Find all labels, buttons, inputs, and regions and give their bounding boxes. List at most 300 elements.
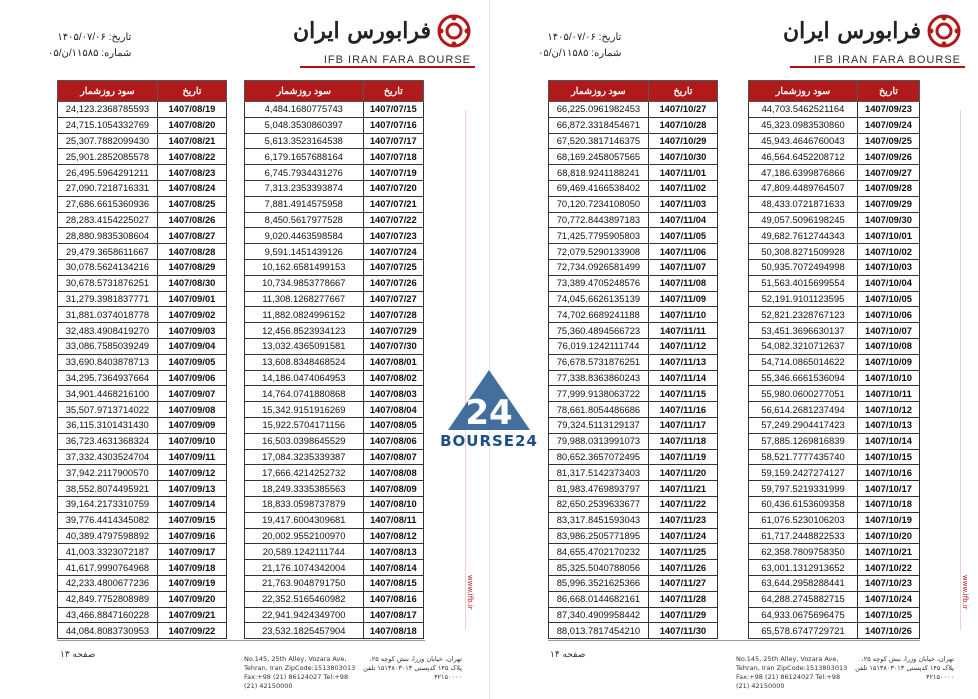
value-cell: 59,797.5219331999 [749,481,858,497]
table-row [58,607,227,623]
date-cell: 1407/10/20 [857,528,919,544]
value-cell: 27,686.6615360936 [58,196,158,212]
table-row [549,291,718,307]
document-date: تاریخ: ۱۴۰۵/۰۷/۰۶ [547,32,622,43]
date-cell: 1407/09/15 [157,512,226,528]
value-cell: 54,082.3210712637 [749,338,858,354]
value-cell: 76,019.1242111744 [549,338,649,354]
value-cell: 84,655.4702170232 [549,544,649,560]
table-row [245,623,424,639]
value-cell: 86,668.0144682161 [549,591,649,607]
table-row [749,449,920,465]
value-cell: 51,563.4015699554 [749,275,858,291]
date-cell: 1407/11/04 [648,212,717,228]
table-row [245,402,424,418]
table-row [245,433,424,449]
document-number: شماره: ۱۱۵۸۵/ن/۰۵ [48,48,132,59]
footer-rule [548,640,920,641]
table-row [245,291,424,307]
date-cell: 1407/08/04 [363,402,423,418]
value-cell: 42,233.4800677236 [58,575,158,591]
table-row [58,465,227,481]
table-row [749,607,920,623]
value-cell: 53,451.3696630137 [749,323,858,339]
value-cell: 19,417.6004309681 [245,512,364,528]
value-cell: 58,521.7777435740 [749,449,858,465]
value-cell: 21,763.9048791750 [245,575,364,591]
date-cell: 1407/10/19 [857,512,919,528]
value-cell: 83,317.8451593043 [549,512,649,528]
date-cell: 1407/08/23 [157,165,226,181]
table-row [245,544,424,560]
table-row [245,465,424,481]
date-cell: 1407/10/05 [857,291,919,307]
value-cell: 45,943.4646760043 [749,133,858,149]
date-cell: 1407/09/24 [857,117,919,133]
date-cell: 1407/09/14 [157,496,226,512]
value-cell: 10,734.9853778667 [245,275,364,291]
date-cell: 1407/10/09 [857,354,919,370]
page-right [489,0,978,699]
footer-address-en: No.145, 25th Alley, Vozara Ave, Tehran, Iran ZipCode:1513803013 Fax:+98 (21) 86124027 Tel:+98 (21) 42150000 [244,655,356,690]
value-cell: 45,323.0983530860 [749,117,858,133]
value-cell: 50,308.8271509928 [749,244,858,260]
table-row [245,560,424,576]
value-cell: 34,901.4468216100 [58,386,158,402]
ifb-logo-icon [437,14,471,48]
value-cell: 74,702.6689241188 [549,307,649,323]
value-cell: 7,881.4914575958 [245,196,364,212]
value-cell: 63,644.2958288441 [749,575,858,591]
date-cell: 1407/11/08 [648,275,717,291]
table-row [749,481,920,497]
date-cell: 1407/10/30 [648,149,717,165]
table-row [58,575,227,591]
value-cell: 24,715.1054332769 [58,117,158,133]
ifb-logo-icon [927,14,961,48]
date-cell: 1407/11/02 [648,180,717,196]
date-cell: 1407/10/02 [857,244,919,260]
date-cell: 1407/08/09 [363,481,423,497]
table-row [749,133,920,149]
table-row [549,449,718,465]
value-cell: 82,650.2539633677 [549,496,649,512]
table-row [749,259,920,275]
value-cell: 85,325.5040788056 [549,560,649,576]
table-row [58,117,227,133]
date-cell: 1407/11/25 [648,544,717,560]
value-cell: 44,703.5462521164 [749,102,858,118]
table-row [549,149,718,165]
value-cell: 61,717.2448822533 [749,528,858,544]
value-cell: 22,352.5165460982 [245,591,364,607]
table-row [549,338,718,354]
table-row [245,228,424,244]
value-cell: 85,996.3521625366 [549,575,649,591]
value-cell: 68,169.2458057565 [549,149,649,165]
rates-table-3 [548,80,718,639]
table-row [245,133,424,149]
date-cell: 1407/11/22 [648,496,717,512]
date-cell: 1407/07/22 [363,212,423,228]
value-cell: 77,999.9138063722 [549,386,649,402]
date-cell: 1407/11/06 [648,244,717,260]
table-row [749,117,920,133]
value-cell: 63,001.1312913652 [749,560,858,576]
date-cell: 1407/08/11 [363,512,423,528]
value-cell: 40,389.4797598892 [58,528,158,544]
value-cell: 17,084.3235339387 [245,449,364,465]
table-row [58,370,227,386]
table-row [549,465,718,481]
bourse24-watermark [430,368,548,458]
date-cell: 1407/08/22 [157,149,226,165]
date-cell: 1407/07/26 [363,275,423,291]
value-cell: 11,882.0824996152 [245,307,364,323]
table-row [245,323,424,339]
date-cell: 1407/11/05 [648,228,717,244]
date-cell: 1407/07/15 [363,102,423,118]
date-cell: 1407/10/23 [857,575,919,591]
date-cell: 1407/09/07 [157,386,226,402]
column-header-value: سود روزشمار [749,81,858,102]
date-cell: 1407/09/17 [157,544,226,560]
value-cell: 20,589.1242111744 [245,544,364,560]
table-row [549,165,718,181]
value-cell: 79,324.5113129137 [549,417,649,433]
table-row [245,591,424,607]
date-cell: 1407/07/21 [363,196,423,212]
date-cell: 1407/09/03 [157,323,226,339]
value-cell: 79,988.0313991073 [549,433,649,449]
table-row [58,102,227,118]
table-row [58,623,227,639]
table-row [749,402,920,418]
date-cell: 1407/09/06 [157,370,226,386]
value-cell: 6,179.1657688164 [245,149,364,165]
date-cell: 1407/10/15 [857,449,919,465]
column-header-date: تاریخ [363,81,423,102]
date-cell: 1407/08/18 [363,623,423,639]
table-row [58,323,227,339]
table-row [245,102,424,118]
logo [292,10,471,70]
side-text: www.ifb.ir [961,575,969,610]
date-cell: 1407/09/10 [157,433,226,449]
table-row [549,591,718,607]
value-cell: 24,123.2368785593 [58,102,158,118]
table-row [245,307,424,323]
table-row [749,307,920,323]
value-cell: 66,872.3318454671 [549,117,649,133]
table-row [549,180,718,196]
value-cell: 9,020.4463598584 [245,228,364,244]
date-cell: 1407/11/19 [648,449,717,465]
date-cell: 1407/08/10 [363,496,423,512]
value-cell: 74,045.6626135139 [549,291,649,307]
table-row [58,544,227,560]
table-row [58,512,227,528]
date-cell: 1407/09/04 [157,338,226,354]
table-row [58,307,227,323]
table-row [245,117,424,133]
table-row [245,607,424,623]
table-row [245,149,424,165]
date-cell: 1407/11/29 [648,607,717,623]
table-row [749,338,920,354]
value-cell: 15,342.9151916269 [245,402,364,418]
table-row [749,196,920,212]
date-cell: 1407/09/02 [157,307,226,323]
value-cell: 30,678.5731876251 [58,275,158,291]
table-row [245,512,424,528]
date-cell: 1407/09/20 [157,591,226,607]
value-cell: 23,532.1825457904 [245,623,364,639]
table-row [58,212,227,228]
table-row [58,228,227,244]
page-number: صفحه ۱۳ [60,650,96,660]
value-cell: 57,885.1269816839 [749,433,858,449]
value-cell: 6,745.7934431276 [245,165,364,181]
table-row [245,417,424,433]
table-row [749,244,920,260]
value-cell: 87,340.4909958442 [549,607,649,623]
date-cell: 1407/08/14 [363,560,423,576]
table-row [749,560,920,576]
date-cell: 1407/08/21 [157,133,226,149]
date-cell: 1407/08/24 [157,180,226,196]
table-row [549,623,718,639]
table-row [749,180,920,196]
table-row [749,291,920,307]
column-header-date: تاریخ [857,81,919,102]
table-row [245,259,424,275]
table-row [749,496,920,512]
table-row [245,244,424,260]
table-row [549,259,718,275]
table-row [245,338,424,354]
value-cell: 32,483.4908419270 [58,323,158,339]
value-cell: 21,176.1074342004 [245,560,364,576]
date-cell: 1407/11/26 [648,560,717,576]
value-cell: 88,013.7817454210 [549,623,649,639]
value-cell: 15,922.5704171156 [245,417,364,433]
table-row [549,196,718,212]
value-cell: 42,849.7752808989 [58,591,158,607]
table-row [549,386,718,402]
value-cell: 5,613.3523164538 [245,133,364,149]
footer-address-fa: تهران، خیابان وزرا، نبش کوچه ۲۵، پلاک ۱۴۵ کدپستی ۱۵۱۳۸۰۳۰۱۳ تلفن ۴۲۱۵۰۰۰۰ [363,655,462,681]
table-row [58,481,227,497]
date-cell: 1407/10/16 [857,465,919,481]
table-row [549,496,718,512]
date-cell: 1407/10/26 [857,623,919,639]
value-cell: 80,652.3657072495 [549,449,649,465]
date-cell: 1407/11/17 [648,417,717,433]
value-cell: 61,076.5230106203 [749,512,858,528]
date-cell: 1407/09/30 [857,212,919,228]
table-row [245,575,424,591]
table-row [549,417,718,433]
date-cell: 1407/08/30 [157,275,226,291]
date-cell: 1407/10/18 [857,496,919,512]
date-cell: 1407/08/01 [363,354,423,370]
date-cell: 1407/08/15 [363,575,423,591]
table-row [58,291,227,307]
date-cell: 1407/08/20 [157,117,226,133]
table-row [245,275,424,291]
table-row [58,417,227,433]
date-box [48,30,131,62]
value-cell: 25,307.7882099430 [58,133,158,149]
date-cell: 1407/09/16 [157,528,226,544]
value-cell: 67,520.3817146375 [549,133,649,149]
table-row [58,402,227,418]
logo-text-en: IFB IRAN FARA BOURSE [813,54,961,66]
date-cell: 1407/10/13 [857,417,919,433]
table-row [749,417,920,433]
date-cell: 1407/10/10 [857,370,919,386]
date-cell: 1407/08/25 [157,196,226,212]
date-cell: 1407/09/01 [157,291,226,307]
value-cell: 49,057.5096198245 [749,212,858,228]
value-cell: 66,225.0961982453 [549,102,649,118]
value-cell: 31,279.3981837771 [58,291,158,307]
table-row [749,102,920,118]
value-cell: 38,552.8074495921 [58,481,158,497]
table-row [549,402,718,418]
table-row [549,323,718,339]
table-row [58,275,227,291]
column-header-value: سود روزشمار [58,81,158,102]
date-cell: 1407/07/16 [363,117,423,133]
document-date: تاریخ: ۱۴۰۵/۰۷/۰۶ [57,32,132,43]
value-cell: 78,661.8054486686 [549,402,649,418]
date-cell: 1407/09/29 [857,196,919,212]
value-cell: 30,078.5624134216 [58,259,158,275]
table-row [749,433,920,449]
table-row [245,496,424,512]
table-row [549,133,718,149]
date-cell: 1407/11/15 [648,386,717,402]
date-cell: 1407/07/28 [363,307,423,323]
date-cell: 1407/08/08 [363,465,423,481]
date-cell: 1407/08/05 [363,417,423,433]
watermark-mark: 24 [465,393,513,433]
value-cell: 20,002.9552100970 [245,528,364,544]
value-cell: 28,880.9835308604 [58,228,158,244]
date-cell: 1407/11/20 [648,465,717,481]
date-cell: 1407/11/24 [648,528,717,544]
table-row [58,165,227,181]
date-cell: 1407/10/21 [857,544,919,560]
date-cell: 1407/09/27 [857,165,919,181]
table-row [749,323,920,339]
side-text: www.ifb.ir [466,575,474,610]
date-cell: 1407/11/09 [648,291,717,307]
value-cell: 8,450.5617977528 [245,212,364,228]
value-cell: 56,614.2681237494 [749,402,858,418]
date-cell: 1407/08/29 [157,259,226,275]
table-row [749,149,920,165]
date-cell: 1407/09/25 [857,133,919,149]
table-row [58,244,227,260]
date-cell: 1407/11/18 [648,433,717,449]
logo-text-fa: فرابورس ایران [292,18,431,44]
value-cell: 39,776.4414345082 [58,512,158,528]
date-cell: 1407/11/28 [648,591,717,607]
date-cell: 1407/09/21 [157,607,226,623]
value-cell: 11,308.1268277667 [245,291,364,307]
date-cell: 1407/08/13 [363,544,423,560]
table-row [245,165,424,181]
rates-table-2 [244,80,424,639]
table-row [58,259,227,275]
table-row [58,196,227,212]
value-cell: 39,164.2173310759 [58,496,158,512]
rates-table-4 [748,80,920,639]
table-row [58,354,227,370]
date-box [538,30,621,62]
date-cell: 1407/08/17 [363,607,423,623]
value-cell: 77,338.8363860243 [549,370,649,386]
table-row [245,196,424,212]
value-cell: 81,317.5142373403 [549,465,649,481]
value-cell: 48,433.0721871633 [749,196,858,212]
date-cell: 1407/09/18 [157,560,226,576]
document-number: شماره: ۱۱۵۸۵/ن/۰۵ [538,48,622,59]
value-cell: 43,466.8847160228 [58,607,158,623]
value-cell: 81,983.4769893797 [549,481,649,497]
date-cell: 1407/09/12 [157,465,226,481]
table-row [549,370,718,386]
table-row [245,528,424,544]
value-cell: 60,436.6153609358 [749,496,858,512]
value-cell: 54,714.0865014622 [749,354,858,370]
date-cell: 1407/08/28 [157,244,226,260]
value-cell: 46,564.6452208712 [749,149,858,165]
value-cell: 41,003.3323072187 [58,544,158,560]
date-cell: 1407/11/21 [648,481,717,497]
date-cell: 1407/11/23 [648,512,717,528]
value-cell: 64,288.2745882715 [749,591,858,607]
value-cell: 73,389.4705248576 [549,275,649,291]
value-cell: 4,484.1680775743 [245,102,364,118]
date-cell: 1407/07/17 [363,133,423,149]
date-cell: 1407/10/03 [857,259,919,275]
value-cell: 16,503.0398645529 [245,433,364,449]
table-row [58,386,227,402]
table-row [549,528,718,544]
date-cell: 1407/11/03 [648,196,717,212]
table-row [749,544,920,560]
value-cell: 50,935.7072494998 [749,259,858,275]
table-row [749,275,920,291]
date-cell: 1407/07/24 [363,244,423,260]
date-cell: 1407/11/27 [648,575,717,591]
value-cell: 59,159.2427274127 [749,465,858,481]
value-cell: 18,249.3335385563 [245,481,364,497]
value-cell: 76,678.5731876251 [549,354,649,370]
date-cell: 1407/09/22 [157,623,226,639]
value-cell: 47,809.4489764507 [749,180,858,196]
value-cell: 68,818.9241188241 [549,165,649,181]
table-row [58,591,227,607]
value-cell: 33,690.8403878713 [58,354,158,370]
date-cell: 1407/08/26 [157,212,226,228]
value-cell: 47,186.6399876866 [749,165,858,181]
value-cell: 72,079.5290133908 [549,244,649,260]
